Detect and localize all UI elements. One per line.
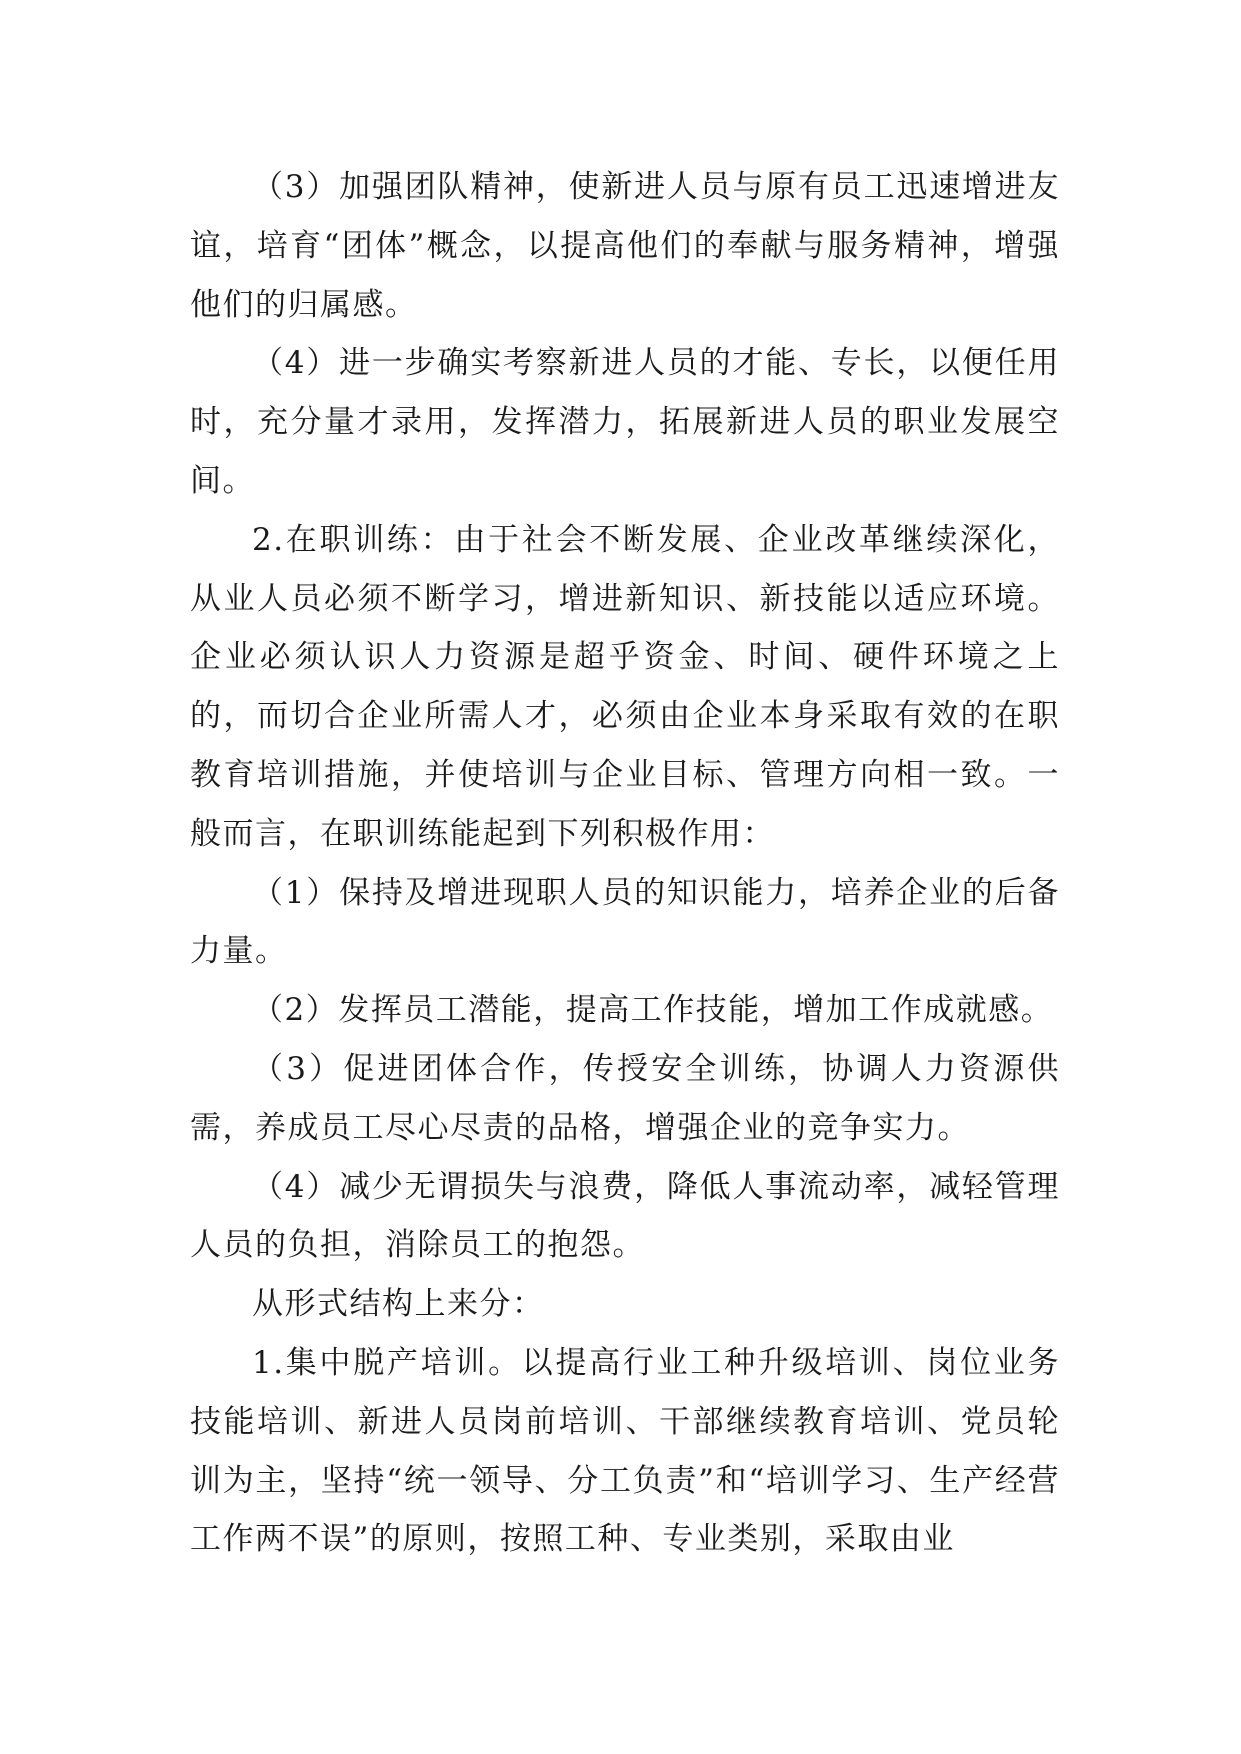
paragraph-maintain-knowledge: （1）保持及增进现职人员的知识能力，培养企业的后备力量。 <box>190 874 1060 970</box>
paragraph-cooperation: （3）促进团体合作，传授安全训练，协调人力资源供需，养成员工尽心尽责的品格，增强企业的竞争实力。 <box>190 1050 1060 1146</box>
paragraph-centralized-training: 1.集中脱产培训。以提高行业工种升级培训、岗位业务技能培训、新进人员岗前培训、干部继续教育培训、党员轮训为主，坚持“统一领导、分工负责”和“培训学习、生产经营工作两不误”的原则，按照工种、专业类别，采取由业 <box>190 1344 1060 1558</box>
paragraph-on-job-training: 2.在职训练：由于社会不断发展、企业改革继续深化，从业人员必须不断学习，增进新知识、新技能以适应环境。企业必须认识人力资源是超乎资金、时间、硬件环境之上的，而切合企业所需人才，必须由企业本身采取有效的在职教育培训措施，并使培训与企业目标、管理方向相一致。一般而言，在职训练能起到下列积极作用： <box>190 521 1060 852</box>
paragraph-structure-heading: 从形式结构上来分： <box>252 1286 545 1323</box>
paragraph-team-spirit: （3）加强团队精神，使新进人员与原有员工迅速增进友谊，培育“团体”概念，以提高他们的奉献与服务精神，增强他们的归属感。 <box>190 169 1060 323</box>
document-body <box>190 158 1060 1569</box>
paragraph-potential: （2）发挥员工潜能，提高工作技能，增加工作成就感。 <box>252 992 1054 1029</box>
paragraph-reduce-loss: （4）减少无谓损失与浪费，降低人事流动率，减轻管理人员的负担，消除员工的抱怨。 <box>190 1168 1060 1264</box>
paragraph-assess-talent: （4）进一步确实考察新进人员的才能、专长，以便任用时，充分量才录用，发挥潜力，拓展新进人员的职业发展空间。 <box>190 345 1060 499</box>
